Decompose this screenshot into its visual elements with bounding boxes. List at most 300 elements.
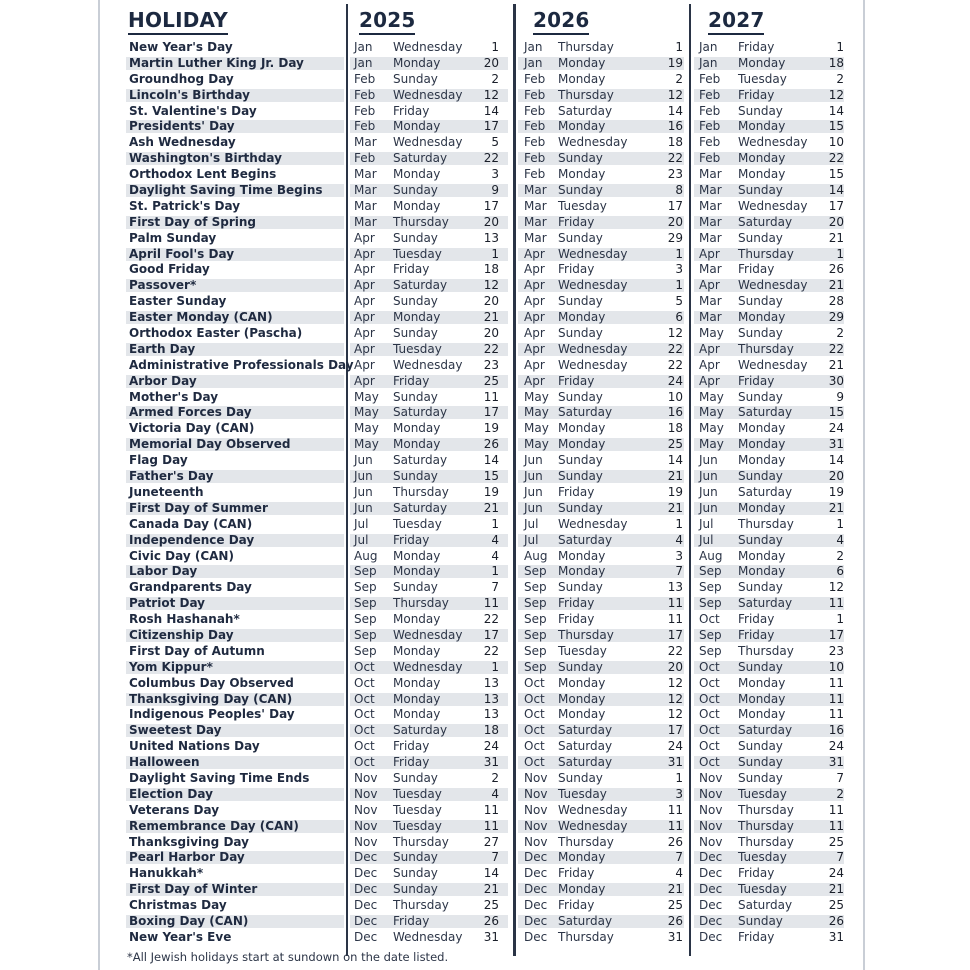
month-cell: May: [354, 437, 379, 452]
date-cell: 30: [828, 373, 844, 388]
date-cell: 31: [828, 755, 844, 770]
month-cell: Nov: [524, 818, 548, 833]
month-cell: May: [524, 389, 549, 404]
table-row: [126, 755, 846, 771]
holiday-name: Civic Day (CAN): [129, 548, 234, 563]
month-cell: Jul: [354, 516, 369, 531]
weekday-cell: Saturday: [393, 405, 448, 420]
weekday-cell: Sunday: [393, 770, 438, 785]
weekday-cell: Friday: [393, 262, 430, 277]
date-cell: 3: [675, 786, 683, 801]
month-cell: Apr: [354, 357, 375, 372]
table-row: [126, 739, 846, 755]
weekday-cell: Friday: [738, 262, 775, 277]
month-cell: Sep: [524, 627, 547, 642]
date-cell: 14: [483, 866, 499, 881]
weekday-cell: Monday: [558, 882, 606, 897]
month-cell: Oct: [524, 723, 545, 738]
weekday-cell: Sunday: [393, 882, 438, 897]
date-cell: 24: [828, 421, 844, 436]
weekday-cell: Monday: [393, 612, 441, 627]
month-cell: Apr: [699, 246, 720, 261]
weekday-cell: Monday: [393, 691, 441, 706]
date-cell: 4: [491, 548, 499, 563]
month-cell: Oct: [699, 659, 720, 674]
month-cell: Jun: [354, 469, 373, 484]
date-cell: 16: [667, 119, 683, 134]
date-cell: 7: [836, 770, 844, 785]
table-row: [126, 819, 846, 835]
weekday-cell: Monday: [738, 119, 786, 134]
weekday-cell: Monday: [393, 310, 441, 325]
weekday-cell: Wednesday: [738, 135, 808, 150]
month-cell: Apr: [524, 310, 545, 325]
weekday-cell: Wednesday: [558, 818, 628, 833]
month-cell: Mar: [524, 183, 547, 198]
date-cell: 17: [483, 627, 499, 642]
date-cell: 21: [828, 278, 844, 293]
weekday-cell: Monday: [558, 437, 606, 452]
holiday-name: Good Friday: [129, 262, 210, 277]
date-cell: 19: [667, 484, 683, 499]
weekday-cell: Wednesday: [558, 357, 628, 372]
weekday-cell: Tuesday: [738, 882, 787, 897]
weekday-cell: Tuesday: [558, 643, 607, 658]
month-cell: Mar: [354, 214, 377, 229]
weekday-cell: Thursday: [738, 246, 794, 261]
month-cell: Oct: [699, 612, 720, 627]
date-cell: 20: [828, 214, 844, 229]
month-cell: Nov: [524, 770, 548, 785]
month-cell: Mar: [699, 310, 722, 325]
date-cell: 22: [483, 612, 499, 627]
weekday-cell: Friday: [393, 103, 430, 118]
date-cell: 31: [667, 929, 683, 944]
month-cell: Dec: [699, 913, 723, 928]
table-row: [126, 56, 846, 72]
holiday-name: Armed Forces Day: [129, 405, 252, 420]
date-cell: 22: [667, 357, 683, 372]
month-cell: Mar: [699, 262, 722, 277]
weekday-cell: Monday: [738, 55, 786, 70]
weekday-cell: Thursday: [558, 87, 614, 102]
month-cell: Jun: [699, 484, 718, 499]
date-cell: 24: [667, 739, 683, 754]
weekday-cell: Monday: [738, 437, 786, 452]
date-cell: 20: [483, 214, 499, 229]
holiday-name: First Day of Spring: [129, 214, 257, 229]
weekday-cell: Friday: [558, 898, 595, 913]
holiday-name: Memorial Day Observed: [129, 437, 291, 452]
date-cell: 17: [483, 119, 499, 134]
date-cell: 23: [828, 643, 844, 658]
holiday-name: First Day of Autumn: [129, 643, 265, 658]
weekday-cell: Sunday: [738, 389, 783, 404]
date-cell: 17: [483, 198, 499, 213]
date-cell: 29: [667, 230, 683, 245]
weekday-cell: Monday: [738, 548, 786, 563]
month-cell: Mar: [699, 230, 722, 245]
weekday-cell: Friday: [393, 739, 430, 754]
month-cell: Oct: [354, 675, 375, 690]
date-cell: 19: [667, 55, 683, 70]
date-cell: 10: [667, 389, 683, 404]
weekday-cell: Saturday: [558, 405, 613, 420]
holiday-name: April Fool's Day: [129, 246, 235, 261]
month-cell: Mar: [699, 167, 722, 182]
date-cell: 26: [828, 913, 844, 928]
month-cell: Apr: [699, 278, 720, 293]
weekday-cell: Sunday: [738, 770, 783, 785]
holiday-name: Independence Day: [129, 532, 255, 547]
date-cell: 21: [667, 882, 683, 897]
month-cell: Dec: [354, 898, 378, 913]
date-cell: 21: [828, 230, 844, 245]
month-cell: Jul: [524, 516, 539, 531]
date-cell: 17: [667, 627, 683, 642]
holiday-name: Grandparents Day: [129, 580, 252, 595]
date-cell: 16: [828, 723, 844, 738]
date-cell: 2: [836, 71, 844, 86]
month-cell: Nov: [699, 834, 723, 849]
weekday-cell: Sunday: [558, 500, 603, 515]
table-row: [126, 405, 846, 421]
date-cell: 12: [667, 691, 683, 706]
month-cell: Mar: [699, 183, 722, 198]
holiday-table: [126, 40, 846, 946]
weekday-cell: Saturday: [738, 405, 793, 420]
date-cell: 18: [483, 262, 499, 277]
month-cell: Apr: [524, 341, 545, 356]
weekday-cell: Thursday: [393, 898, 449, 913]
holiday-name: Mother's Day: [129, 389, 219, 404]
date-cell: 24: [828, 739, 844, 754]
date-cell: 1: [675, 770, 683, 785]
date-cell: 13: [667, 580, 683, 595]
date-cell: 27: [483, 834, 499, 849]
table-row: [126, 850, 846, 866]
weekday-cell: Sunday: [558, 183, 603, 198]
month-cell: Oct: [354, 739, 375, 754]
table-row: [126, 787, 846, 803]
date-cell: 1: [491, 516, 499, 531]
weekday-cell: Monday: [738, 691, 786, 706]
table-row: [126, 183, 846, 199]
month-cell: Dec: [699, 882, 723, 897]
weekday-cell: Friday: [738, 866, 775, 881]
date-cell: 26: [667, 913, 683, 928]
weekday-cell: Sunday: [393, 326, 438, 341]
month-cell: Mar: [524, 230, 547, 245]
date-cell: 21: [483, 882, 499, 897]
weekday-cell: Friday: [393, 373, 430, 388]
month-cell: Dec: [699, 929, 723, 944]
date-cell: 17: [483, 405, 499, 420]
weekday-cell: Sunday: [738, 326, 783, 341]
date-cell: 22: [483, 643, 499, 658]
table-row: [126, 310, 846, 326]
month-cell: Nov: [524, 834, 548, 849]
table-row: [126, 40, 846, 56]
weekday-cell: Friday: [738, 929, 775, 944]
weekday-cell: Monday: [558, 119, 606, 134]
weekday-cell: Saturday: [738, 484, 793, 499]
month-cell: Oct: [354, 659, 375, 674]
month-cell: Nov: [699, 818, 723, 833]
date-cell: 31: [667, 755, 683, 770]
weekday-cell: Friday: [558, 596, 595, 611]
weekday-cell: Thursday: [738, 516, 794, 531]
weekday-cell: Sunday: [393, 580, 438, 595]
month-cell: Dec: [524, 850, 548, 865]
weekday-cell: Saturday: [558, 739, 613, 754]
month-cell: Feb: [524, 151, 546, 166]
table-row: [126, 914, 846, 930]
month-cell: Nov: [354, 786, 378, 801]
month-cell: Feb: [524, 103, 546, 118]
holiday-column-header: HOLIDAY: [128, 8, 228, 35]
weekday-cell: Monday: [558, 167, 606, 182]
weekday-cell: Sunday: [558, 230, 603, 245]
date-cell: 12: [667, 707, 683, 722]
date-cell: 1: [836, 40, 844, 54]
weekday-cell: Monday: [393, 548, 441, 563]
weekday-cell: Monday: [558, 691, 606, 706]
date-cell: 15: [828, 405, 844, 420]
month-cell: Jan: [524, 55, 543, 70]
date-cell: 21: [828, 882, 844, 897]
weekday-cell: Monday: [393, 643, 441, 658]
date-cell: 21: [667, 469, 683, 484]
date-cell: 20: [483, 294, 499, 309]
date-cell: 19: [483, 421, 499, 436]
table-row: [126, 437, 846, 453]
month-cell: Aug: [699, 548, 723, 563]
date-cell: 31: [828, 437, 844, 452]
weekday-cell: Saturday: [558, 103, 613, 118]
month-cell: Apr: [354, 262, 375, 277]
month-cell: Sep: [354, 564, 377, 579]
table-row: [126, 930, 846, 946]
table-row: [126, 803, 846, 819]
month-cell: Mar: [699, 198, 722, 213]
weekday-cell: Monday: [738, 151, 786, 166]
month-cell: Jun: [354, 453, 373, 468]
weekday-cell: Thursday: [558, 40, 614, 54]
weekday-cell: Thursday: [738, 818, 794, 833]
holiday-name: Sweetest Day: [129, 723, 222, 738]
holiday-name: Boxing Day (CAN): [129, 913, 249, 928]
weekday-cell: Tuesday: [738, 71, 787, 86]
weekday-cell: Wednesday: [393, 135, 463, 150]
table-row: [126, 72, 846, 88]
weekday-cell: Saturday: [393, 500, 448, 515]
date-cell: 3: [491, 167, 499, 182]
date-cell: 10: [828, 135, 844, 150]
date-cell: 11: [828, 691, 844, 706]
holiday-name: Arbor Day: [129, 373, 197, 388]
date-cell: 25: [483, 373, 499, 388]
weekday-cell: Wednesday: [558, 516, 628, 531]
date-cell: 1: [675, 246, 683, 261]
month-cell: Nov: [354, 818, 378, 833]
month-cell: Apr: [524, 373, 545, 388]
weekday-cell: Monday: [393, 421, 441, 436]
date-cell: 13: [483, 707, 499, 722]
month-cell: Oct: [354, 707, 375, 722]
date-cell: 7: [836, 850, 844, 865]
table-row: [126, 533, 846, 549]
month-cell: Jan: [524, 40, 543, 54]
weekday-cell: Saturday: [738, 214, 793, 229]
table-row: [126, 882, 846, 898]
month-cell: Oct: [524, 675, 545, 690]
weekday-cell: Monday: [738, 707, 786, 722]
date-cell: 12: [828, 580, 844, 595]
footnote: *All Jewish holidays start at sundown on the date listed.: [127, 950, 449, 964]
date-cell: 26: [667, 834, 683, 849]
weekday-cell: Saturday: [738, 596, 793, 611]
date-cell: 23: [667, 167, 683, 182]
weekday-cell: Thursday: [393, 214, 449, 229]
month-cell: Oct: [354, 691, 375, 706]
weekday-cell: Saturday: [393, 723, 448, 738]
weekday-cell: Thursday: [738, 341, 794, 356]
month-cell: Apr: [354, 310, 375, 325]
weekday-cell: Wednesday: [558, 135, 628, 150]
month-cell: Feb: [524, 71, 546, 86]
date-cell: 2: [836, 548, 844, 563]
table-row: [126, 326, 846, 342]
weekday-cell: Wednesday: [393, 627, 463, 642]
date-cell: 5: [675, 294, 683, 309]
holiday-name: Indigenous Peoples' Day: [129, 707, 295, 722]
month-cell: May: [524, 405, 549, 420]
holiday-name: Easter Sunday: [129, 294, 227, 309]
table-row: [126, 358, 846, 374]
month-cell: Jun: [524, 500, 543, 515]
month-cell: Mar: [524, 198, 547, 213]
month-cell: Sep: [699, 596, 722, 611]
month-cell: Nov: [699, 786, 723, 801]
holiday-name: Orthodox Lent Begins: [129, 167, 277, 182]
table-row: [126, 294, 846, 310]
month-cell: May: [354, 405, 379, 420]
weekday-cell: Thursday: [558, 834, 614, 849]
weekday-cell: Monday: [558, 675, 606, 690]
table-row: [126, 247, 846, 263]
date-cell: 22: [667, 643, 683, 658]
month-cell: Sep: [524, 643, 547, 658]
date-cell: 9: [491, 183, 499, 198]
weekday-cell: Friday: [393, 755, 430, 770]
month-cell: Mar: [699, 294, 722, 309]
month-cell: Oct: [354, 723, 375, 738]
month-cell: Apr: [524, 326, 545, 341]
month-cell: Jun: [699, 500, 718, 515]
weekday-cell: Sunday: [393, 866, 438, 881]
table-row: [126, 564, 846, 580]
date-cell: 11: [828, 802, 844, 817]
month-cell: May: [354, 421, 379, 436]
weekday-cell: Wednesday: [393, 659, 463, 674]
weekday-cell: Monday: [738, 421, 786, 436]
table-row: [126, 215, 846, 231]
month-cell: Mar: [699, 214, 722, 229]
date-cell: 25: [483, 898, 499, 913]
month-cell: Feb: [354, 103, 376, 118]
month-cell: May: [699, 389, 724, 404]
date-cell: 2: [491, 770, 499, 785]
date-cell: 31: [828, 929, 844, 944]
date-cell: 7: [491, 850, 499, 865]
month-cell: Mar: [354, 183, 377, 198]
weekday-cell: Monday: [393, 564, 441, 579]
weekday-cell: Thursday: [738, 643, 794, 658]
weekday-cell: Saturday: [393, 278, 448, 293]
holiday-name: Palm Sunday: [129, 230, 217, 245]
table-row: [126, 549, 846, 565]
month-cell: Dec: [699, 866, 723, 881]
weekday-cell: Tuesday: [393, 341, 442, 356]
weekday-cell: Tuesday: [393, 786, 442, 801]
date-cell: 15: [828, 119, 844, 134]
month-cell: May: [699, 405, 724, 420]
month-cell: Sep: [524, 659, 547, 674]
table-row: [126, 501, 846, 517]
month-cell: Jul: [699, 516, 714, 531]
month-cell: Feb: [524, 119, 546, 134]
date-cell: 22: [483, 151, 499, 166]
holiday-name: Flag Day: [129, 453, 188, 468]
month-cell: Oct: [524, 691, 545, 706]
table-row: [126, 485, 846, 501]
date-cell: 12: [667, 87, 683, 102]
month-cell: Sep: [699, 627, 722, 642]
table-row: [126, 104, 846, 120]
holiday-name: Juneteenth: [129, 484, 204, 499]
month-cell: Dec: [699, 850, 723, 865]
date-cell: 7: [675, 564, 683, 579]
table-row: [126, 119, 846, 135]
weekday-cell: Wednesday: [393, 357, 463, 372]
date-cell: 20: [483, 55, 499, 70]
date-cell: 6: [836, 564, 844, 579]
holiday-name: Earth Day: [129, 341, 196, 356]
date-cell: 11: [667, 802, 683, 817]
date-cell: 1: [675, 516, 683, 531]
table-row: [126, 898, 846, 914]
table-row: [126, 707, 846, 723]
weekday-cell: Monday: [558, 71, 606, 86]
holiday-name: Orthodox Easter (Pascha): [129, 326, 303, 341]
table-row: [126, 596, 846, 612]
weekday-cell: Friday: [558, 373, 595, 388]
month-cell: Sep: [354, 627, 377, 642]
weekday-cell: Monday: [558, 55, 606, 70]
holiday-name: Canada Day (CAN): [129, 516, 253, 531]
weekday-cell: Monday: [393, 119, 441, 134]
month-cell: Mar: [354, 167, 377, 182]
weekday-cell: Thursday: [558, 929, 614, 944]
weekday-cell: Saturday: [558, 532, 613, 547]
month-cell: May: [699, 326, 724, 341]
month-cell: Sep: [699, 580, 722, 595]
month-cell: Oct: [699, 707, 720, 722]
holiday-name: Victoria Day (CAN): [129, 421, 255, 436]
weekday-cell: Tuesday: [738, 850, 787, 865]
weekday-cell: Friday: [738, 40, 775, 54]
